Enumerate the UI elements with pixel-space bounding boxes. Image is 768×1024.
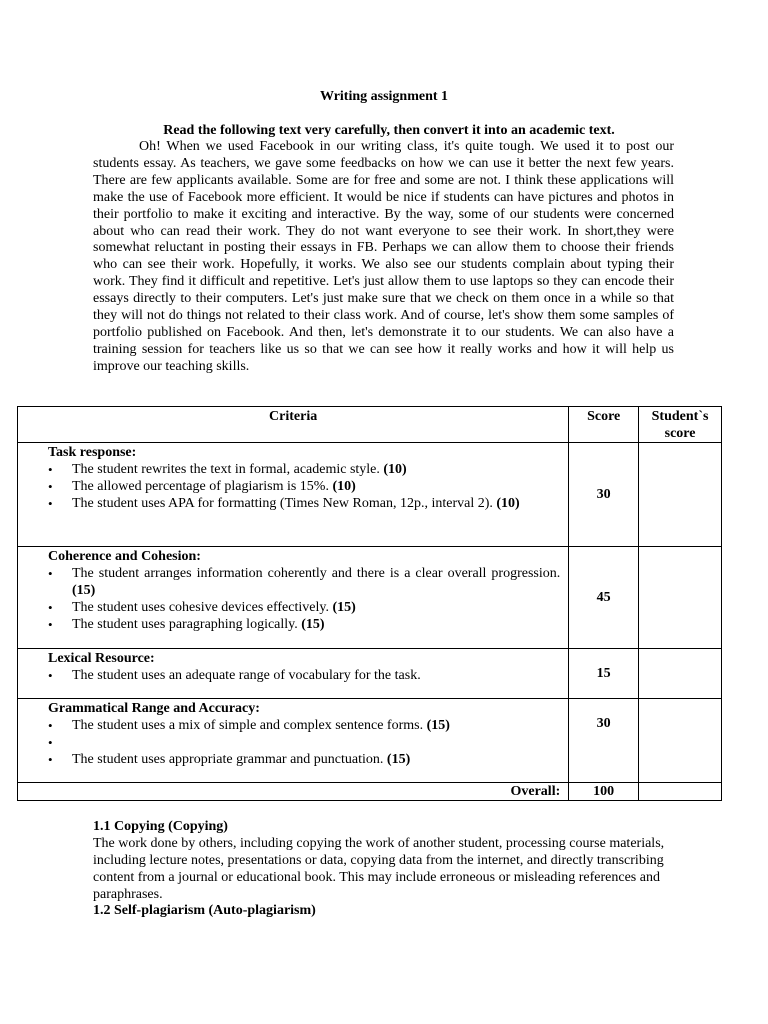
section-heading: 1.2 Self-plagiarism (Auto-plagiarism) xyxy=(93,903,316,918)
section-heading: 1.1 Copying (Copying) xyxy=(93,819,228,834)
criteria-item: • The student uses a mix of simple and complex sentence forms. (15) xyxy=(48,717,560,734)
criteria-heading: Lexical Resource: xyxy=(48,651,155,666)
source-text-paragraph: Oh! When we used Facebook in our writing class, it's quite tough. We used it to post our students essay. As teachers, we gave some feedbacks on how we can use it better the next few years. There are few applicants available. Some are for free and some are not. I think these applications will make the use of Facebook more efficient. It would be nice if students can have pictures and photos in their portfolio to make it exciting and interactive. By the way, some of our students were concerned about who can read their work. They do not want everyone to see their work. In short,they were somewhat reluctant in posting their essays in FB. Perhaps we can allow them to choose their friends who can see their work. Hopefully, it works. We also see our students complain about typing their work. They find it difficult and repetitive. Let's just allow them to use laptops so they can encode their essays directly to their computers. Let's just make sure that we check on them once in a while so that they will not do things not related to their class work. And of course, let's show them some samples of portfolio published on Facebook. And then, let's demonstrate it to our students. We can also have a training session for teachers like us so that we can see how it really works and how it will help us improve our teaching skills. xyxy=(93,139,674,374)
page-title: Writing assignment 1 xyxy=(319,89,449,104)
rubric-table xyxy=(17,406,722,801)
section-self-plagiarism xyxy=(93,903,693,920)
criteria-item: • The student uses an adequate range of vocabulary for the task. xyxy=(48,667,560,684)
overall-label: Overall: xyxy=(18,783,569,801)
criteria-header: Criteria xyxy=(18,407,569,443)
spacer xyxy=(48,734,560,751)
max-score-cell: 45 xyxy=(569,547,639,649)
instruction-text: Read the following text very carefully, then convert it into an academic text. xyxy=(163,123,615,138)
criteria-item: • The student uses paragraphing logically. (15) xyxy=(48,616,560,633)
criteria-heading: Grammatical Range and Accuracy: xyxy=(48,701,260,716)
student-score-cell[interactable] xyxy=(639,699,722,783)
overall-student-score-cell[interactable] xyxy=(639,783,722,801)
criteria-list xyxy=(48,565,560,633)
max-score-cell: 15 xyxy=(569,649,639,699)
criteria-item: • The student uses appropriate grammar and punctuation. (15) xyxy=(48,751,560,768)
rubric-row xyxy=(18,547,722,649)
max-score-cell: 30 xyxy=(569,699,639,783)
criteria-cell xyxy=(18,699,569,783)
criteria-item: • The allowed percentage of plagiarism is 15%. (10) xyxy=(48,478,560,495)
criteria-list xyxy=(48,717,560,768)
criteria-heading: Task response: xyxy=(48,445,137,460)
rubric-row xyxy=(18,649,722,699)
criteria-item: • The student rewrites the text in formal, academic style. (10) xyxy=(48,461,560,478)
student-score-cell[interactable] xyxy=(639,547,722,649)
student-score-header: Student`s score xyxy=(639,407,722,443)
criteria-item: • The student uses APA for formatting (Times New Roman, 12p., interval 2). (10) xyxy=(48,495,560,512)
max-score-cell: 30 xyxy=(569,443,639,547)
student-score-cell[interactable] xyxy=(639,443,722,547)
overall-row xyxy=(18,783,722,801)
section-text: The work done by others, including copying the work of another student, processing course materials, including lecture notes, presentations or data, copying data from the internet, and directly transcribing content from a journal or educational book. This may include erroneous or misleading references and paraphrases. xyxy=(93,835,665,902)
criteria-cell xyxy=(18,547,569,649)
criteria-list xyxy=(48,461,560,512)
student-score-cell[interactable] xyxy=(639,649,722,699)
criteria-cell xyxy=(18,649,569,699)
rubric-row xyxy=(18,443,722,547)
section-copying xyxy=(93,819,693,904)
score-header: Score xyxy=(569,407,639,443)
criteria-heading: Coherence and Cohesion: xyxy=(48,549,201,564)
criteria-item: • The student arranges information coherently and there is a clear overall progression. (15) xyxy=(48,565,560,599)
overall-score: 100 xyxy=(569,783,639,801)
rubric-header-row xyxy=(18,407,722,443)
criteria-item: • The student uses cohesive devices effectively. (15) xyxy=(48,599,560,616)
rubric-row xyxy=(18,699,722,783)
criteria-cell xyxy=(18,443,569,547)
criteria-list xyxy=(48,667,560,684)
